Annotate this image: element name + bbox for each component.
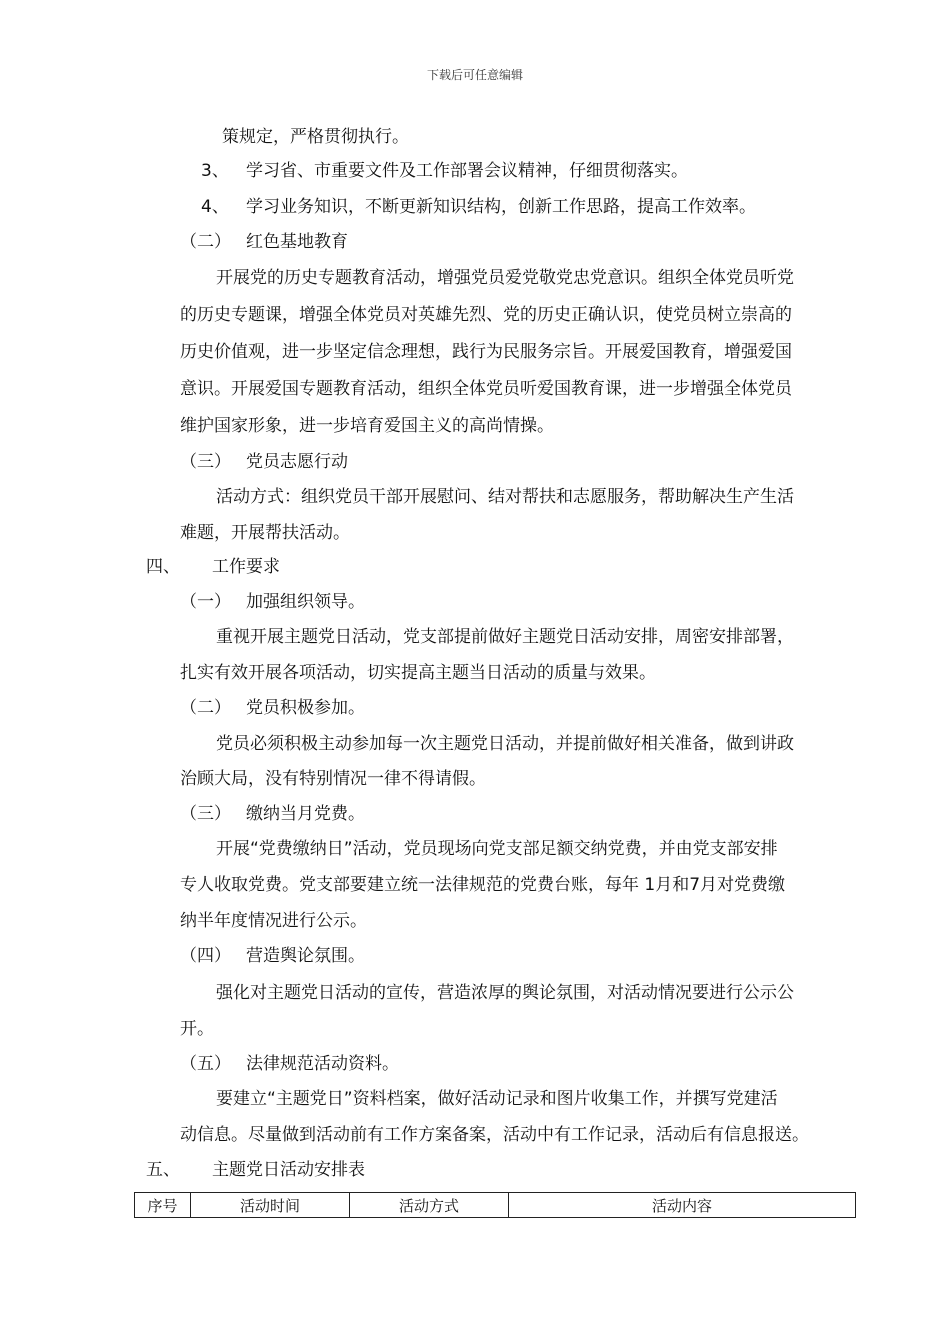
table-header-row: [135, 1193, 856, 1218]
body-line: 的历史专题课，增强全体党员对英雄先烈、党的历史正确认识，使党员树立崇高的: [180, 305, 792, 325]
body-line: 专人收取党费。党支部要建立统一法律规范的党费台账，每年 1月和7月对党费缴: [180, 875, 786, 895]
section-heading: 主题党日活动安排表: [212, 1160, 365, 1180]
body-line: 策规定，严格贯彻执行。: [222, 127, 409, 147]
section-heading: 工作要求: [212, 557, 280, 577]
body-line: 开展党的历史专题教育活动，增强党员爱党敬党忠党意识。组织全体党员听党: [216, 268, 794, 288]
schedule-table: [134, 1192, 856, 1218]
subsection-number: （三）: [180, 452, 231, 472]
body-line: 历史价值观，进一步坚定信念理想，践行为民服务宗旨。开展爱国教育，增强爱国: [180, 342, 792, 362]
body-line: 动信息。尽量做到活动前有工作方案备案，活动中有工作记录，活动后有信息报送。: [180, 1125, 809, 1145]
section-number: 五、: [146, 1160, 180, 1180]
body-line: 学习业务知识，不断更新知识结构，创新工作思路，提高工作效率。: [246, 197, 756, 217]
body-line: 要建立“主题党日”资料档案，做好活动记录和图片收集工作，并撰写党建活: [216, 1089, 778, 1109]
subsection-heading: 加强组织领导。: [246, 592, 365, 612]
subsection-heading: 红色基地教育: [246, 232, 348, 252]
body-line: 治顾大局，没有特别情况一律不得请假。: [180, 769, 486, 789]
subsection-heading: 缴纳当月党费。: [246, 804, 365, 824]
subsection-heading: 党员积极参加。: [246, 698, 365, 718]
col-header-number: 序号: [135, 1193, 191, 1218]
body-line: 纳半年度情况进行公示。: [180, 911, 367, 931]
section-number: 四、: [146, 557, 180, 577]
page-header: 下载后可任意编辑: [426, 68, 523, 82]
subsection-heading: 党员志愿行动: [246, 452, 348, 472]
body-line: 开。: [180, 1019, 214, 1039]
body-line: 扎实有效开展各项活动，切实提高主题当日活动的质量与效果。: [180, 663, 656, 683]
col-header-content: 活动内容: [509, 1193, 856, 1218]
body-line: 党员必须积极主动参加每一次主题党日活动，并提前做好相关准备，做到讲政: [216, 734, 794, 754]
subsection-number: （二）: [180, 698, 231, 718]
subsection-number: （五）: [180, 1054, 231, 1074]
body-line: 难题，开展帮扶活动。: [180, 523, 350, 543]
col-header-method: 活动方式: [350, 1193, 509, 1218]
subsection-number: （四）: [180, 946, 231, 966]
body-line: 活动方式：组织党员干部开展慰问、结对帮扶和志愿服务，帮助解决生产生活: [216, 487, 794, 507]
body-line: 维护国家形象，进一步培育爱国主义的高尚情操。: [180, 416, 554, 436]
col-header-time: 活动时间: [191, 1193, 350, 1218]
subsection-heading: 营造舆论氛围。: [246, 946, 365, 966]
body-line: 强化对主题党日活动的宣传，营造浓厚的舆论氛围，对活动情况要进行公示公: [216, 983, 794, 1003]
subsection-number: （一）: [180, 592, 231, 612]
body-line: 开展“党费缴纳日”活动，党员现场向党支部足额交纳党费，并由党支部安排: [216, 839, 778, 859]
body-line: 学习省、市重要文件及工作部署会议精神，仔细贯彻落实。: [246, 161, 688, 181]
body-line: 意识。开展爱国专题教育活动，组织全体党员听爱国教育课，进一步增强全体党员: [180, 379, 792, 399]
item-number: 4、: [201, 197, 229, 217]
body-line: 重视开展主题党日活动，党支部提前做好主题党日活动安排，周密安排部署，: [216, 627, 794, 647]
subsection-number: （二）: [180, 232, 231, 252]
subsection-heading: 法律规范活动资料。: [246, 1054, 399, 1074]
item-number: 3、: [201, 161, 229, 181]
subsection-number: （三）: [180, 804, 231, 824]
